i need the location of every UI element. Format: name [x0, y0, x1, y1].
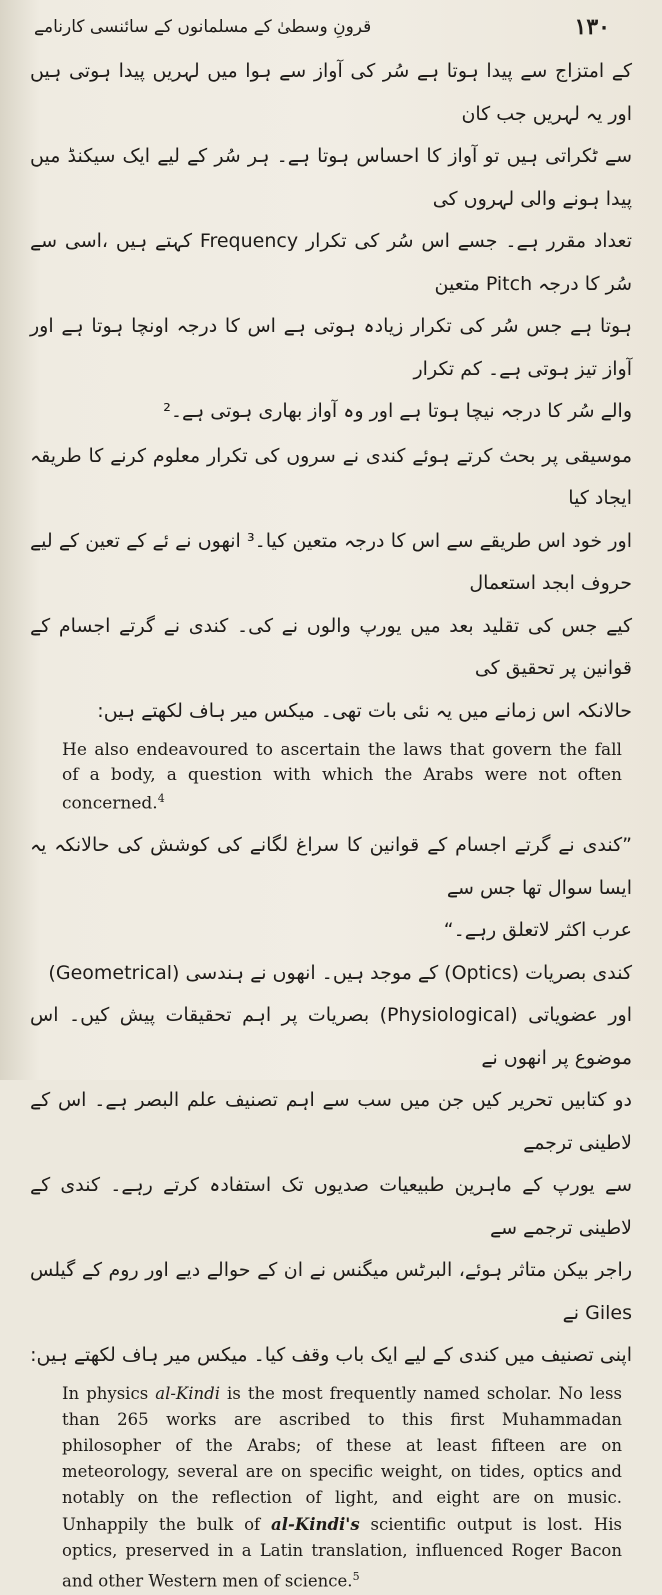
text-line: کے امتزاج سے پیدا ہوتا ہے سُر کی آواز سے ہوا میں لہریں پیدا ہوتی ہیں اور یہ لہریں جب کان	[30, 60, 632, 125]
english-quote-2	[62, 1381, 622, 1595]
text-line: تعداد مقرر ہے۔ جسے اس سُر کی تکرار Frequency کہتے ہیں ،اسی سے سُر کا درجہ Pitch متعین	[30, 230, 632, 295]
text-line: اور عضویاتی (Physiological) بصریات پر اہم تحقیقات پیش کیں۔ اس موضوع پر انھوں نے	[30, 1004, 632, 1069]
footnote-marker: 4	[157, 792, 165, 805]
urdu-paragraph-1	[22, 50, 640, 433]
footnote-marker: 5	[352, 1570, 360, 1584]
quote-text: scientific output is lost. His optics, preserved in a Latin translation, influenced Roger Bacon and other Western men of science.	[62, 1514, 622, 1591]
text-line: والے سُر کا درجہ نیچا ہوتا ہے اور وہ آواز بھاری ہوتی ہے۔²	[163, 400, 632, 422]
author-name: al-Kindi's	[271, 1514, 360, 1534]
quote-text: In physics	[62, 1383, 156, 1403]
text-line: ”کندی نے گرتے اجسام کے قوانین کا سراغ لگانے کی کوشش کی حالانکہ یہ ایسا سوال تھا جس سے	[30, 834, 632, 899]
text-line: دو کتابیں تحریر کیں جن میں سب سے اہم تصنیف علم البصر ہے۔ اس کے لاطینی ترجمے	[30, 1089, 632, 1154]
text-line: حالانکہ اس زمانے میں یہ نئی بات تھی۔ میکس میر ہاف لکھتے ہیں:	[97, 699, 632, 722]
author-name: al-Kindi	[155, 1383, 220, 1403]
text-line: اپنی تصنیف میں کندی کے لیے ایک باب وقف کیا۔ میکس میر ہاف لکھتے ہیں:	[30, 1344, 632, 1367]
urdu-paragraph-optics	[22, 952, 640, 1377]
text-line: کیے جس کی تقلید بعد میں یورپ والوں نے کی۔ کندی نے گرتے اجسام کے قوانین پر تحقیق کی	[30, 614, 632, 679]
text-line: ہوتا ہے جس سُر کی تکرار زیادہ ہوتی ہے اس کا درجہ اونچا ہوتا ہے اور آواز تیز ہوتی ہے۔ کم تکرار	[30, 315, 632, 380]
urdu-translation-quote	[22, 824, 640, 952]
text-line: موسیقی پر بحث کرتے ہوئے کندی نے سروں کی تکرار معلوم کرنے کا طریقہ ایجاد کیا	[30, 444, 632, 509]
page-header	[22, 12, 640, 50]
english-quote-1	[62, 738, 622, 816]
text-line: سے ٹکراتی ہیں تو آواز کا احساس ہوتا ہے۔ ہر سُر کے لیے ایک سیکنڈ میں پیدا ہونے والی لہروں کی	[30, 145, 632, 210]
text-line: عرب اکثر لاتعلق رہے۔“	[443, 919, 632, 942]
quote-text: is the most frequently named scholar. No less than 265 works are ascribed to this first Muhammadan philosopher of the Arabs; of these at least fifteen are on meteorology, several are on specific weight, on tides, optics and notably on the reflection of light, and eight are on music. Unhappily the bulk of	[62, 1383, 622, 1534]
text-line: سے یورپ کے ماہرین طبیعیات صدیوں تک استفادہ کرتے رہے۔ کندی کے لاطینی ترجمے سے	[30, 1174, 632, 1239]
text-line: اور خود اس طریقے سے اس کا درجہ متعین کیا۔³ انھوں نے ئے کے تعین کے لیے حروف ابجد استعمال	[30, 529, 632, 594]
urdu-paragraph-2	[22, 435, 640, 733]
quote-text: He also endeavoured to ascertain the laws that govern the fall of a body, a question with which the Arabs were not often concerned.	[62, 740, 622, 814]
text-line: راجر بیکن متاثر ہوئے، البرٹس میگنس نے ان کے حوالے دیے اور روم کے گیلس Giles نے	[30, 1259, 632, 1324]
text-line: کندی بصریات (Optics) کے موجد ہیں۔ انھوں نے ہندسی (Geometrical)	[48, 961, 632, 984]
page-number: ۱۳۰	[574, 14, 610, 40]
running-title: قرونِ وسطیٰ کے مسلمانوں کے سائنسی کارنامے	[34, 17, 372, 37]
